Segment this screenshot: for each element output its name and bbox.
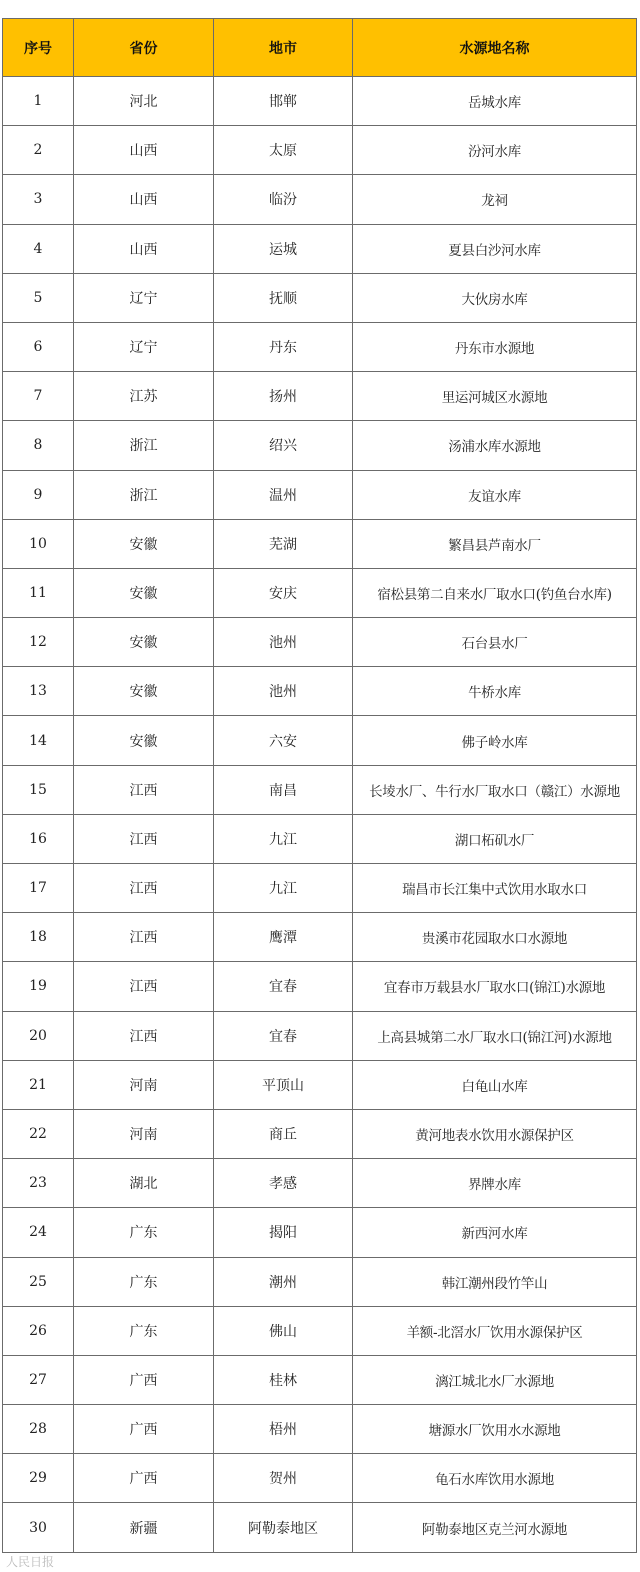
cell-province: 广西 xyxy=(74,1405,214,1454)
cell-city: 揭阳 xyxy=(214,1208,353,1257)
cell-province: 安徽 xyxy=(74,618,214,667)
cell-no: 6 xyxy=(3,322,74,371)
table-row xyxy=(3,1355,637,1404)
cell-province: 广西 xyxy=(74,1454,214,1503)
cell-province: 河南 xyxy=(74,1060,214,1109)
header-source-name: 水源地名称 xyxy=(353,19,637,77)
cell-province: 江西 xyxy=(74,864,214,913)
cell-province: 浙江 xyxy=(74,470,214,519)
cell-province: 安徽 xyxy=(74,667,214,716)
cell-city: 阿勒泰地区 xyxy=(214,1503,353,1552)
cell-province: 新疆 xyxy=(74,1503,214,1552)
cell-no: 13 xyxy=(3,667,74,716)
cell-source-name: 漓江城北水厂水源地 xyxy=(353,1355,637,1404)
cell-source-name: 黄河地表水饮用水源保护区 xyxy=(353,1109,637,1158)
cell-source-name: 湖口柘矶水厂 xyxy=(353,814,637,863)
cell-no: 24 xyxy=(3,1208,74,1257)
table-row xyxy=(3,1306,637,1355)
table-body xyxy=(3,77,637,1553)
cell-city: 九江 xyxy=(214,814,353,863)
cell-no: 2 xyxy=(3,126,74,175)
table-row xyxy=(3,765,637,814)
cell-city: 抚顺 xyxy=(214,273,353,322)
cell-city: 商丘 xyxy=(214,1109,353,1158)
watermark-text: 人民日报 xyxy=(6,1555,55,1569)
cell-no: 27 xyxy=(3,1355,74,1404)
cell-no: 29 xyxy=(3,1454,74,1503)
table-row xyxy=(3,273,637,322)
cell-no: 5 xyxy=(3,273,74,322)
cell-province: 江苏 xyxy=(74,372,214,421)
table-row xyxy=(3,962,637,1011)
cell-no: 30 xyxy=(3,1503,74,1552)
cell-city: 温州 xyxy=(214,470,353,519)
cell-source-name: 韩江潮州段竹竿山 xyxy=(353,1257,637,1306)
cell-city: 芜湖 xyxy=(214,519,353,568)
table-row xyxy=(3,716,637,765)
cell-city: 鹰潭 xyxy=(214,913,353,962)
table-header-row xyxy=(3,19,637,77)
cell-province: 河南 xyxy=(74,1109,214,1158)
cell-no: 4 xyxy=(3,224,74,273)
cell-no: 20 xyxy=(3,1011,74,1060)
cell-source-name: 丹东市水源地 xyxy=(353,322,637,371)
table-row xyxy=(3,1011,637,1060)
cell-province: 湖北 xyxy=(74,1159,214,1208)
cell-city: 扬州 xyxy=(214,372,353,421)
cell-city: 丹东 xyxy=(214,322,353,371)
cell-source-name: 大伙房水库 xyxy=(353,273,637,322)
table-row xyxy=(3,372,637,421)
cell-no: 18 xyxy=(3,913,74,962)
cell-city: 六安 xyxy=(214,716,353,765)
table-row xyxy=(3,1060,637,1109)
table-row xyxy=(3,126,637,175)
cell-province: 山西 xyxy=(74,126,214,175)
cell-city: 池州 xyxy=(214,667,353,716)
cell-no: 14 xyxy=(3,716,74,765)
table-row xyxy=(3,618,637,667)
table-row xyxy=(3,1109,637,1158)
table-row xyxy=(3,322,637,371)
cell-source-name: 佛子岭水库 xyxy=(353,716,637,765)
table-row xyxy=(3,568,637,617)
cell-province: 辽宁 xyxy=(74,273,214,322)
cell-no: 17 xyxy=(3,864,74,913)
table-row xyxy=(3,1503,637,1552)
cell-province: 安徽 xyxy=(74,568,214,617)
water-source-table xyxy=(2,18,637,1553)
cell-source-name: 羊额-北滘水厂饮用水源保护区 xyxy=(353,1306,637,1355)
cell-no: 12 xyxy=(3,618,74,667)
table-row xyxy=(3,470,637,519)
cell-source-name: 白龟山水库 xyxy=(353,1060,637,1109)
cell-province: 江西 xyxy=(74,913,214,962)
table-row xyxy=(3,1208,637,1257)
cell-city: 梧州 xyxy=(214,1405,353,1454)
header-no: 序号 xyxy=(3,19,74,77)
cell-province: 河北 xyxy=(74,77,214,126)
cell-no: 1 xyxy=(3,77,74,126)
cell-source-name: 上高县城第二水厂取水口(锦江河)水源地 xyxy=(353,1011,637,1060)
cell-no: 19 xyxy=(3,962,74,1011)
table-row xyxy=(3,1454,637,1503)
cell-province: 广西 xyxy=(74,1355,214,1404)
table-row xyxy=(3,421,637,470)
table-row xyxy=(3,667,637,716)
cell-no: 16 xyxy=(3,814,74,863)
cell-city: 贺州 xyxy=(214,1454,353,1503)
table-row xyxy=(3,814,637,863)
table-row xyxy=(3,224,637,273)
cell-province: 广东 xyxy=(74,1306,214,1355)
cell-source-name: 贵溪市花园取水口水源地 xyxy=(353,913,637,962)
cell-source-name: 夏县白沙河水库 xyxy=(353,224,637,273)
cell-city: 临汾 xyxy=(214,175,353,224)
table-row xyxy=(3,864,637,913)
table-row xyxy=(3,1159,637,1208)
cell-no: 26 xyxy=(3,1306,74,1355)
cell-no: 23 xyxy=(3,1159,74,1208)
cell-province: 江西 xyxy=(74,1011,214,1060)
cell-source-name: 瑞昌市长江集中式饮用水取水口 xyxy=(353,864,637,913)
cell-province: 安徽 xyxy=(74,519,214,568)
cell-source-name: 汾河水库 xyxy=(353,126,637,175)
cell-province: 辽宁 xyxy=(74,322,214,371)
cell-city: 池州 xyxy=(214,618,353,667)
cell-no: 22 xyxy=(3,1109,74,1158)
cell-no: 11 xyxy=(3,568,74,617)
cell-no: 3 xyxy=(3,175,74,224)
cell-province: 安徽 xyxy=(74,716,214,765)
cell-source-name: 界牌水库 xyxy=(353,1159,637,1208)
cell-city: 南昌 xyxy=(214,765,353,814)
cell-no: 9 xyxy=(3,470,74,519)
cell-no: 21 xyxy=(3,1060,74,1109)
cell-source-name: 龙祠 xyxy=(353,175,637,224)
cell-city: 潮州 xyxy=(214,1257,353,1306)
cell-province: 江西 xyxy=(74,814,214,863)
cell-city: 太原 xyxy=(214,126,353,175)
cell-source-name: 龟石水库饮用水源地 xyxy=(353,1454,637,1503)
cell-city: 宜春 xyxy=(214,1011,353,1060)
cell-source-name: 岳城水库 xyxy=(353,77,637,126)
table-row xyxy=(3,77,637,126)
cell-province: 江西 xyxy=(74,765,214,814)
cell-source-name: 宿松县第二自来水厂取水口(钓鱼台水库) xyxy=(353,568,637,617)
cell-source-name: 阿勒泰地区克兰河水源地 xyxy=(353,1503,637,1552)
cell-no: 7 xyxy=(3,372,74,421)
cell-city: 佛山 xyxy=(214,1306,353,1355)
cell-province: 广东 xyxy=(74,1208,214,1257)
cell-province: 山西 xyxy=(74,175,214,224)
cell-no: 10 xyxy=(3,519,74,568)
cell-city: 平顶山 xyxy=(214,1060,353,1109)
cell-source-name: 牛桥水库 xyxy=(353,667,637,716)
cell-province: 广东 xyxy=(74,1257,214,1306)
cell-source-name: 石台县水厂 xyxy=(353,618,637,667)
cell-source-name: 塘源水厂饮用水水源地 xyxy=(353,1405,637,1454)
cell-source-name: 宜春市万载县水厂取水口(锦江)水源地 xyxy=(353,962,637,1011)
cell-source-name: 友谊水库 xyxy=(353,470,637,519)
cell-province: 浙江 xyxy=(74,421,214,470)
cell-city: 桂林 xyxy=(214,1355,353,1404)
cell-no: 15 xyxy=(3,765,74,814)
cell-city: 九江 xyxy=(214,864,353,913)
cell-city: 孝感 xyxy=(214,1159,353,1208)
cell-source-name: 繁昌县芦南水厂 xyxy=(353,519,637,568)
table-row xyxy=(3,175,637,224)
cell-source-name: 里运河城区水源地 xyxy=(353,372,637,421)
table-row xyxy=(3,913,637,962)
cell-no: 8 xyxy=(3,421,74,470)
cell-province: 江西 xyxy=(74,962,214,1011)
cell-source-name: 长堎水厂、牛行水厂取水口（赣江）水源地 xyxy=(353,765,637,814)
table-row xyxy=(3,1257,637,1306)
cell-city: 安庆 xyxy=(214,568,353,617)
cell-city: 邯郸 xyxy=(214,77,353,126)
cell-source-name: 新西河水库 xyxy=(353,1208,637,1257)
header-province: 省份 xyxy=(74,19,214,77)
table-row xyxy=(3,1405,637,1454)
cell-city: 宜春 xyxy=(214,962,353,1011)
cell-city: 运城 xyxy=(214,224,353,273)
cell-no: 28 xyxy=(3,1405,74,1454)
cell-province: 山西 xyxy=(74,224,214,273)
table-row xyxy=(3,519,637,568)
cell-no: 25 xyxy=(3,1257,74,1306)
header-city: 地市 xyxy=(214,19,353,77)
cell-source-name: 汤浦水库水源地 xyxy=(353,421,637,470)
cell-city: 绍兴 xyxy=(214,421,353,470)
